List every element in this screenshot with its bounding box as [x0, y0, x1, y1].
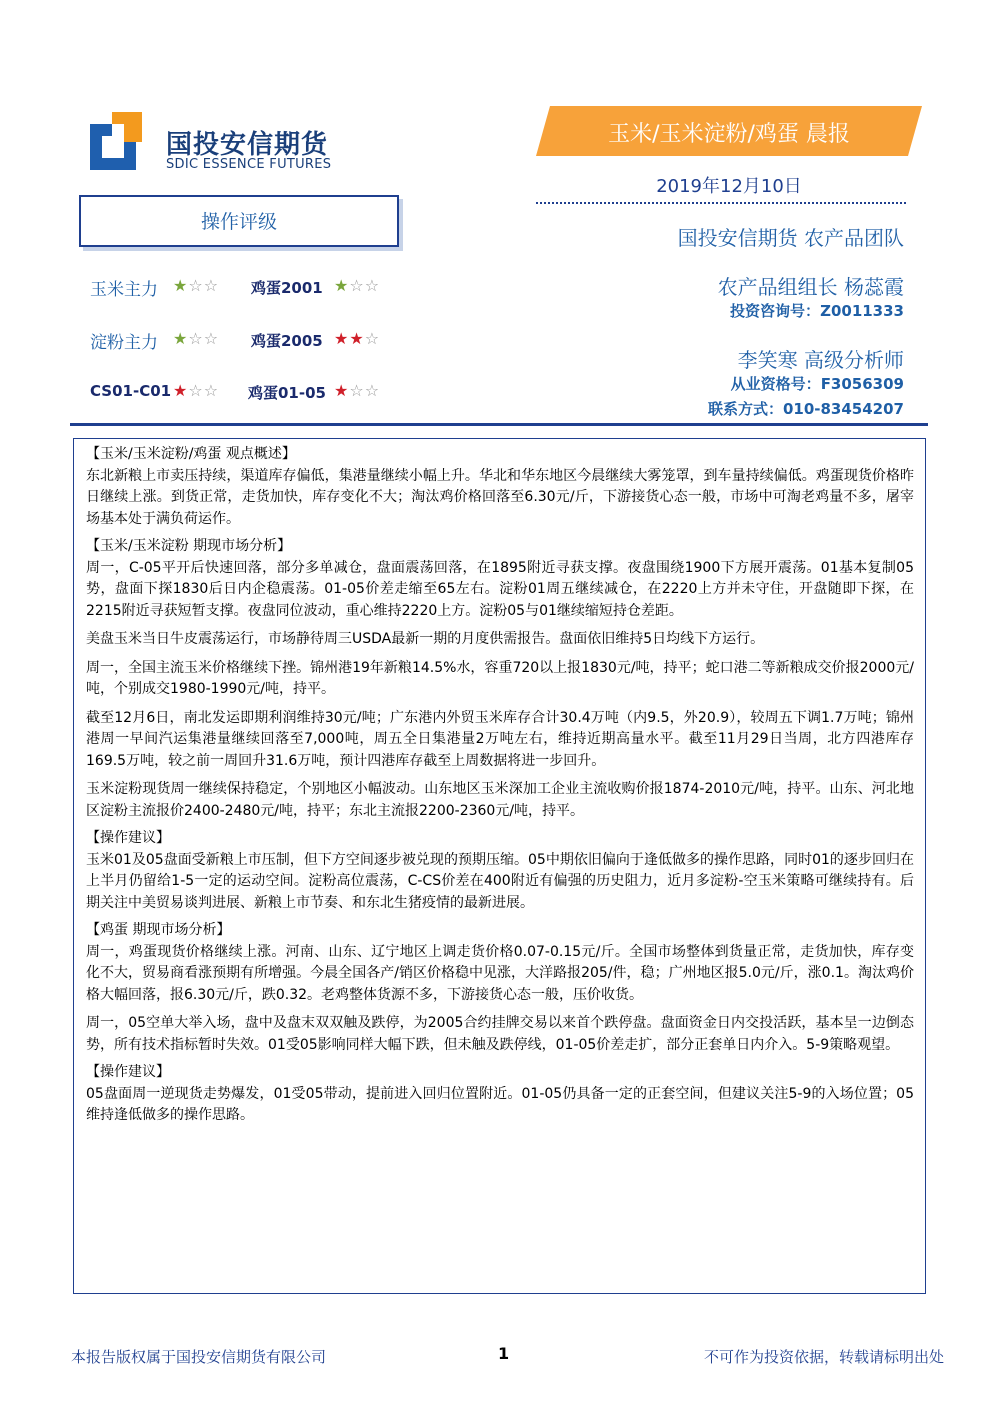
rating-label: 玉米主力 — [90, 280, 158, 300]
team-name: 国投安信期货 农产品团队 — [677, 226, 904, 250]
footer-copyright: 本报告版权属于国投安信期货有限公司 — [71, 1348, 327, 1366]
leader-id: 投资咨询号：Z0011333 — [730, 302, 904, 320]
rating-stars: ★☆☆ — [334, 276, 381, 295]
rating-stars: ★☆☆ — [334, 381, 381, 400]
rating-stars: ★☆☆ — [173, 381, 220, 400]
page-number: 1 — [498, 1344, 510, 1363]
company-name-cn: 国投安信期货 — [166, 130, 329, 160]
report-body — [86, 444, 914, 1129]
rating-label: 淀粉主力 — [90, 333, 158, 353]
section-paragraph: 周一，全国主流玉米价格继续下挫。锦州港19年新粮14.5%水，容重720以上报1830元/吨，持平；蛇口港二等新粮成交价报2000元/吨，个别成交1980-1990元/吨，持平。 — [86, 659, 914, 697]
section-heading: 【操作建议】 — [86, 1064, 170, 1080]
leader-title: 农产品组组长 杨蕊霞 — [717, 275, 904, 299]
section-paragraph: 周一，05空单大举入场，盘中及盘末双双触及跌停，为2005合约挂牌交易以来首个跌停盘。盘面资金日内交投活跃，基本呈一边倒态势，所有技术指标暂时失效。01受05影响同样大幅下跌，但未触及跌停线，01-05价差走扩，部分正套单日内介入。5-9策略观望。 — [86, 1015, 914, 1053]
section-paragraph: 周一，C-05平开后快速回落，部分多单减仓，盘面震荡回落，在1895附近寻获支撑。夜盘围绕1900下方展开震荡。01基本复制05势，盘面下探1830后日内企稳震荡。01-05价差走缩至65左右。淀粉01周五继续减仓，在2220上方并未守住，开盘随即下探，在2215附近寻获短暂支撑。夜盘同位波动，重心维持2220上方。淀粉05与01继续缩短持仓差距。 — [86, 559, 914, 619]
rating-stars: ★☆☆ — [173, 276, 220, 295]
section-paragraph: 05盘面周一逆现货走势爆发，01受05带动，提前进入回归位置附近。01-05仍具备一定的正套空间，但建议关注5-9的入场位置；05维持逢低做多的操作思路。 — [86, 1085, 914, 1123]
rating-label: 鸡蛋2001 — [251, 279, 323, 297]
dotted-divider — [536, 202, 906, 204]
company-name-en: SDIC ESSENCE FUTURES — [166, 157, 332, 172]
report-date: 2019年12月10日 — [656, 176, 802, 197]
report-title: 玉米/玉米淀粉/鸡蛋 晨报 — [608, 122, 850, 147]
analyst-title: 李笑寒 高级分析师 — [737, 348, 904, 372]
section-paragraph: 东北新粮上市卖压持续，渠道库存偏低，集港量继续小幅上升。华北和华东地区今晨继续大雾笼罩，到车量持续偏低。鸡蛋现货价格昨日继续上涨。到货正常，走货加快，库存变化不大；淘汰鸡价格回落至6.30元/斤，下游接货心态一般，市场中可淘老鸡量不多，屠宰场基本处于满负荷运作。 — [86, 467, 914, 527]
rating-title: 操作评级 — [200, 211, 277, 233]
section-heading: 【操作建议】 — [86, 830, 170, 846]
company-logo-mark — [90, 112, 152, 172]
rating-stars: ★☆☆ — [173, 329, 220, 348]
section-paragraph: 玉米01及05盘面受新粮上市压制，但下方空间逐步被兑现的预期压缩。05中期依旧偏向于逢低做多的操作思路，同时01的逐步回归在上半月仍留给1-5一定的运动空间。淀粉高位震荡，C-CS价差在400附近有偏强的历史阻力，近月多淀粉-空玉米策略可继续持有。后期关注中美贸易谈判进展、新粮上市节奏、和东北生猪疫情的最新进展。 — [86, 851, 914, 911]
section-heading: 【鸡蛋 期现市场分析】 — [86, 922, 231, 938]
analyst-id: 从业资格号：F3056309 — [730, 375, 904, 393]
section-paragraph: 截至12月6日，南北发运即期利润维持30元/吨；广东港内外贸玉米库存合计30.4万吨（内9.5，外20.9），较周五下调1.7万吨；锦州港周一早间汽运集港量继续回落至7,000吨，周五全日集港量2万吨左右，维持近期高量水平。截至11月29日当周，北方四港库存169.5万吨，较之前一周回升31.6万吨，预计四港库存截至上周数据将进一步回升。 — [86, 709, 914, 769]
rating-label: 鸡蛋01-05 — [248, 384, 326, 402]
section-paragraph: 美盘玉米当日牛皮震荡运行，市场静待周三USDA最新一期的月度供需报告。盘面依旧维持5日均线下方运行。 — [86, 631, 765, 647]
rating-stars: ★★☆ — [334, 329, 381, 348]
analyst-contact: 联系方式：010-83454207 — [707, 400, 904, 418]
section-paragraph: 玉米淀粉现货周一继续保持稳定，个别地区小幅波动。山东地区玉米深加工企业主流收购价报1874-2010元/吨，持平。山东、河北地区淀粉主流报价2400-2480元/吨，持平；东北主流报2200-2360元/吨，持平。 — [86, 781, 914, 819]
footer-disclaimer: 不可作为投资依据，转载请标明出处 — [703, 1348, 944, 1366]
rating-label: CS01-C01 — [90, 382, 172, 400]
section-heading: 【玉米/玉米淀粉 期现市场分析】 — [86, 538, 292, 554]
rating-label: 鸡蛋2005 — [251, 332, 323, 350]
section-paragraph: 周一，鸡蛋现货价格继续上涨。河南、山东、辽宁地区上调走货价格0.07-0.15元/斤。全国市场整体到货量正常，走货加快，库存变化不大，贸易商看涨预期有所增强。今晨全国各产/销区价格稳中见涨，大洋路报205/件，稳；广州地区报5.0元/斤，涨0.1。淘汰鸡价格大幅回落，报6.30元/斤，跌0.32。老鸡整体货源不多，下游接货心态一般，压价收货。 — [86, 943, 914, 1003]
header-divider — [70, 423, 928, 426]
section-heading: 【玉米/玉米淀粉/鸡蛋 观点概述】 — [86, 446, 296, 462]
